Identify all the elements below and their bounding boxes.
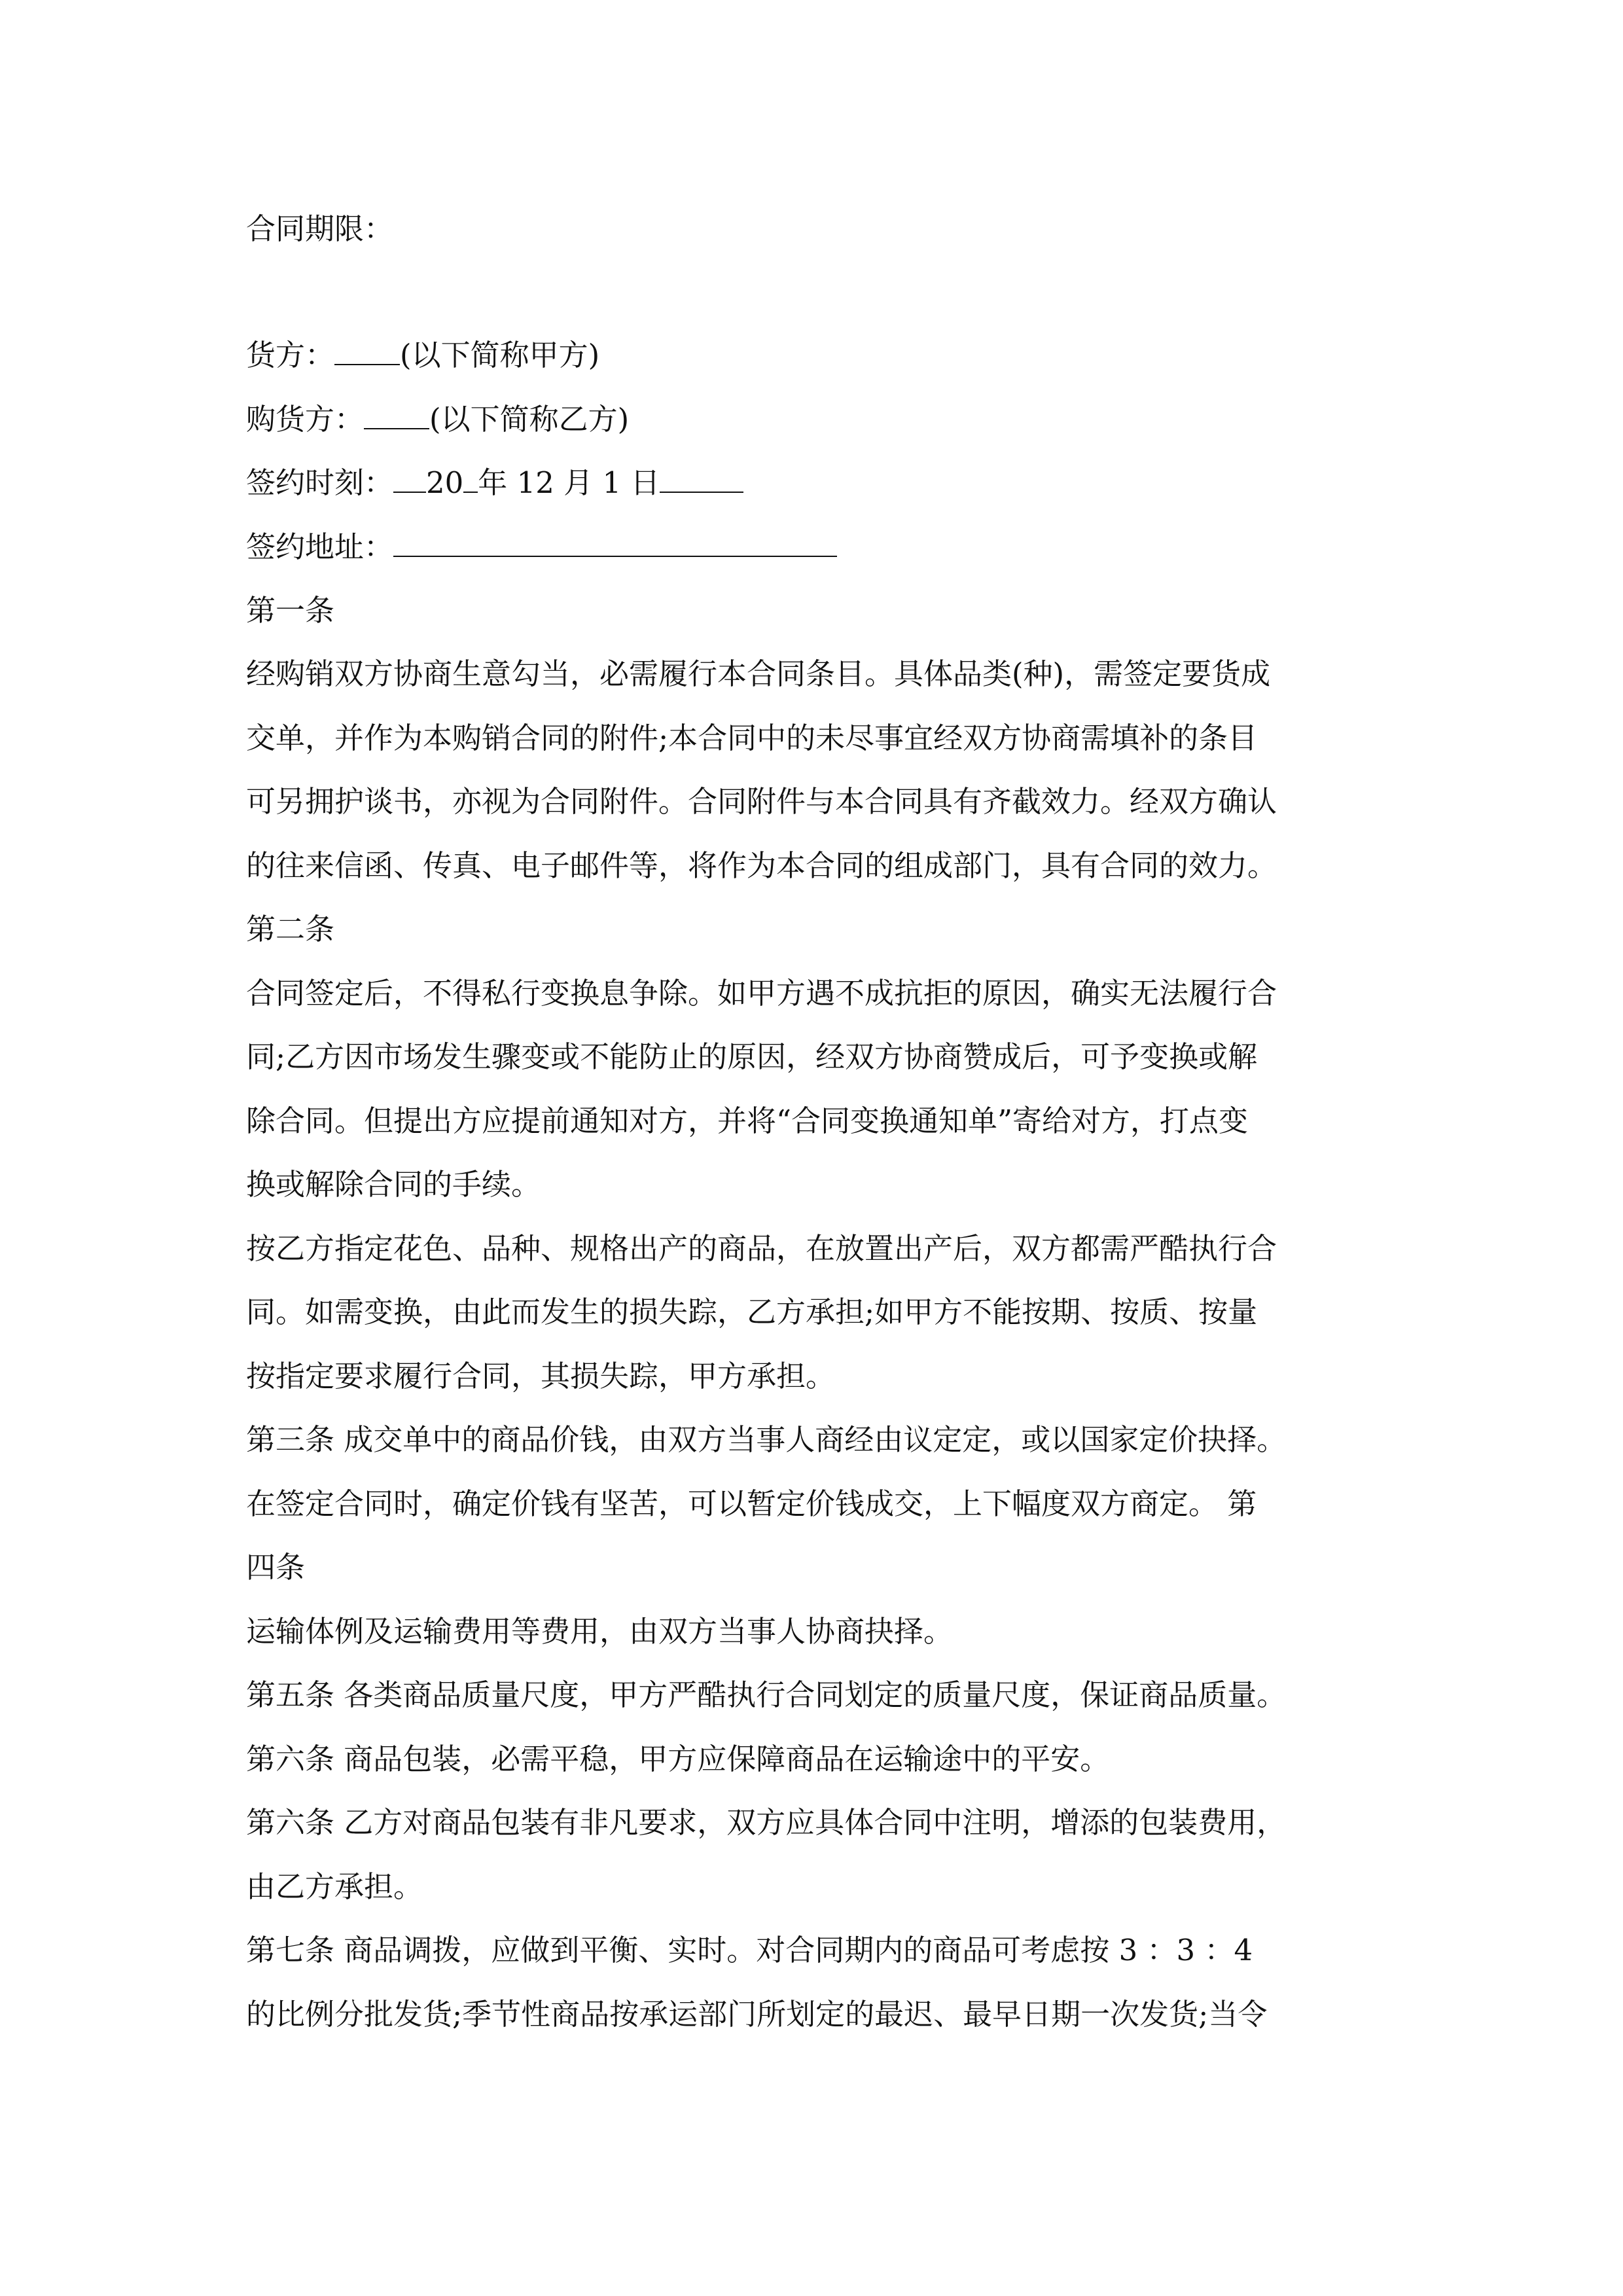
sign-time-year-prefix: 20	[426, 465, 464, 500]
article-6b-line: 第六条 乙方对商品包装有非凡要求，双方应具体合同中注明，增添的包装费用，	[246, 1805, 1287, 1840]
sign-time-line	[246, 463, 1398, 502]
article-2-line: 同。如需变换，由此而发生的损失踪，乙方承担;如甲方不能按期、按质、按量	[246, 1295, 1258, 1329]
seller-label: 货方：	[246, 338, 335, 372]
sign-place-line	[246, 527, 1398, 566]
article-1-line: 的往来信函、传真、电子邮件等，将作为本合同的组成部门，具有合同的效力。	[246, 848, 1277, 883]
article-2-line: 换或解除合同的手续。	[246, 1167, 541, 1202]
sign-time-blank-3	[660, 463, 743, 493]
sign-place-blank	[393, 527, 837, 557]
article-1-line: 经购销双方协商生意勾当，必需履行本合同条目。具体品类(种)，需签定要货成	[246, 656, 1271, 691]
sign-time-blank-2	[463, 463, 478, 493]
article-6a-line: 第六条 商品包装，必需平稳，甲方应保障商品在运输途中的平安。	[246, 1742, 1110, 1776]
article-2-line: 合同签定后，不得私行变换息争除。如甲方遇不成抗拒的原因，确实无法履行合	[246, 976, 1277, 1011]
article-2-line: 按乙方指定花色、品种、规格出产的商品，在放置出产后，双方都需严酷执行合	[246, 1231, 1277, 1266]
seller-blank	[334, 335, 400, 365]
buyer-blank	[364, 399, 429, 429]
article-1-title: 第一条	[246, 593, 335, 628]
buyer-note: (以下简称乙方)	[429, 402, 630, 437]
article-2-title: 第二条	[246, 912, 335, 946]
sign-time-date: 年 12 月 1 日	[478, 465, 660, 500]
article-4-line: 运输体例及运输费用等费用，由双方当事人协商抉择。	[246, 1614, 954, 1649]
article-3-line: 四条	[246, 1550, 306, 1585]
article-2-line: 除合同。但提出方应提前通知对方，并将“合同变换通知单”寄给对方，打点变	[246, 1103, 1249, 1138]
seller-note: (以下简称甲方)	[400, 338, 600, 372]
article-3-line: 在签定合同时，确定价钱有坚苦，可以暂定价钱成交，上下幅度双方商定。 第	[246, 1486, 1257, 1521]
seller-line	[246, 335, 1398, 374]
article-1-line: 交单，并作为本购销合同的附件;本合同中的未尽事宜经双方协商需填补的条目	[246, 721, 1258, 755]
article-2-line: 按指定要求履行合同，其损失踪，甲方承担。	[246, 1359, 836, 1393]
sign-time-label: 签约时刻：	[246, 465, 394, 500]
buyer-label: 购货方：	[246, 402, 365, 437]
article-7-line: 的比例分批发货;季节性商品按承运部门所划定的最迟、最早日期一次发货;当令	[246, 1997, 1268, 2032]
article-1-line: 可另拥护谈书，亦视为合同附件。合同附件与本合同具有齐截效力。经双方确认	[246, 784, 1277, 819]
article-3-line: 第三条 成交单中的商品价钱，由双方当事人商经由议定定，或以国家定价抉择。	[246, 1422, 1287, 1457]
article-6b-line: 由乙方承担。	[246, 1869, 423, 1904]
article-7-line: 第七条 商品调拨，应做到平衡、实时。对合同期内的商品可考虑按 3 ：3 ：4	[246, 1933, 1253, 1967]
buyer-line	[246, 399, 1398, 439]
article-5-line: 第五条 各类商品质量尺度，甲方严酷执行合同划定的质量尺度，保证商品质量。	[246, 1677, 1287, 1712]
sign-time-blank-1	[393, 463, 426, 493]
sign-place-label: 签约地址：	[246, 529, 394, 564]
contract-term-label: 合同期限：	[246, 211, 394, 246]
article-2-line: 同;乙方因市场发生骤变或不能防止的原因，经双方协商赞成后，可予变换或解	[246, 1039, 1258, 1074]
